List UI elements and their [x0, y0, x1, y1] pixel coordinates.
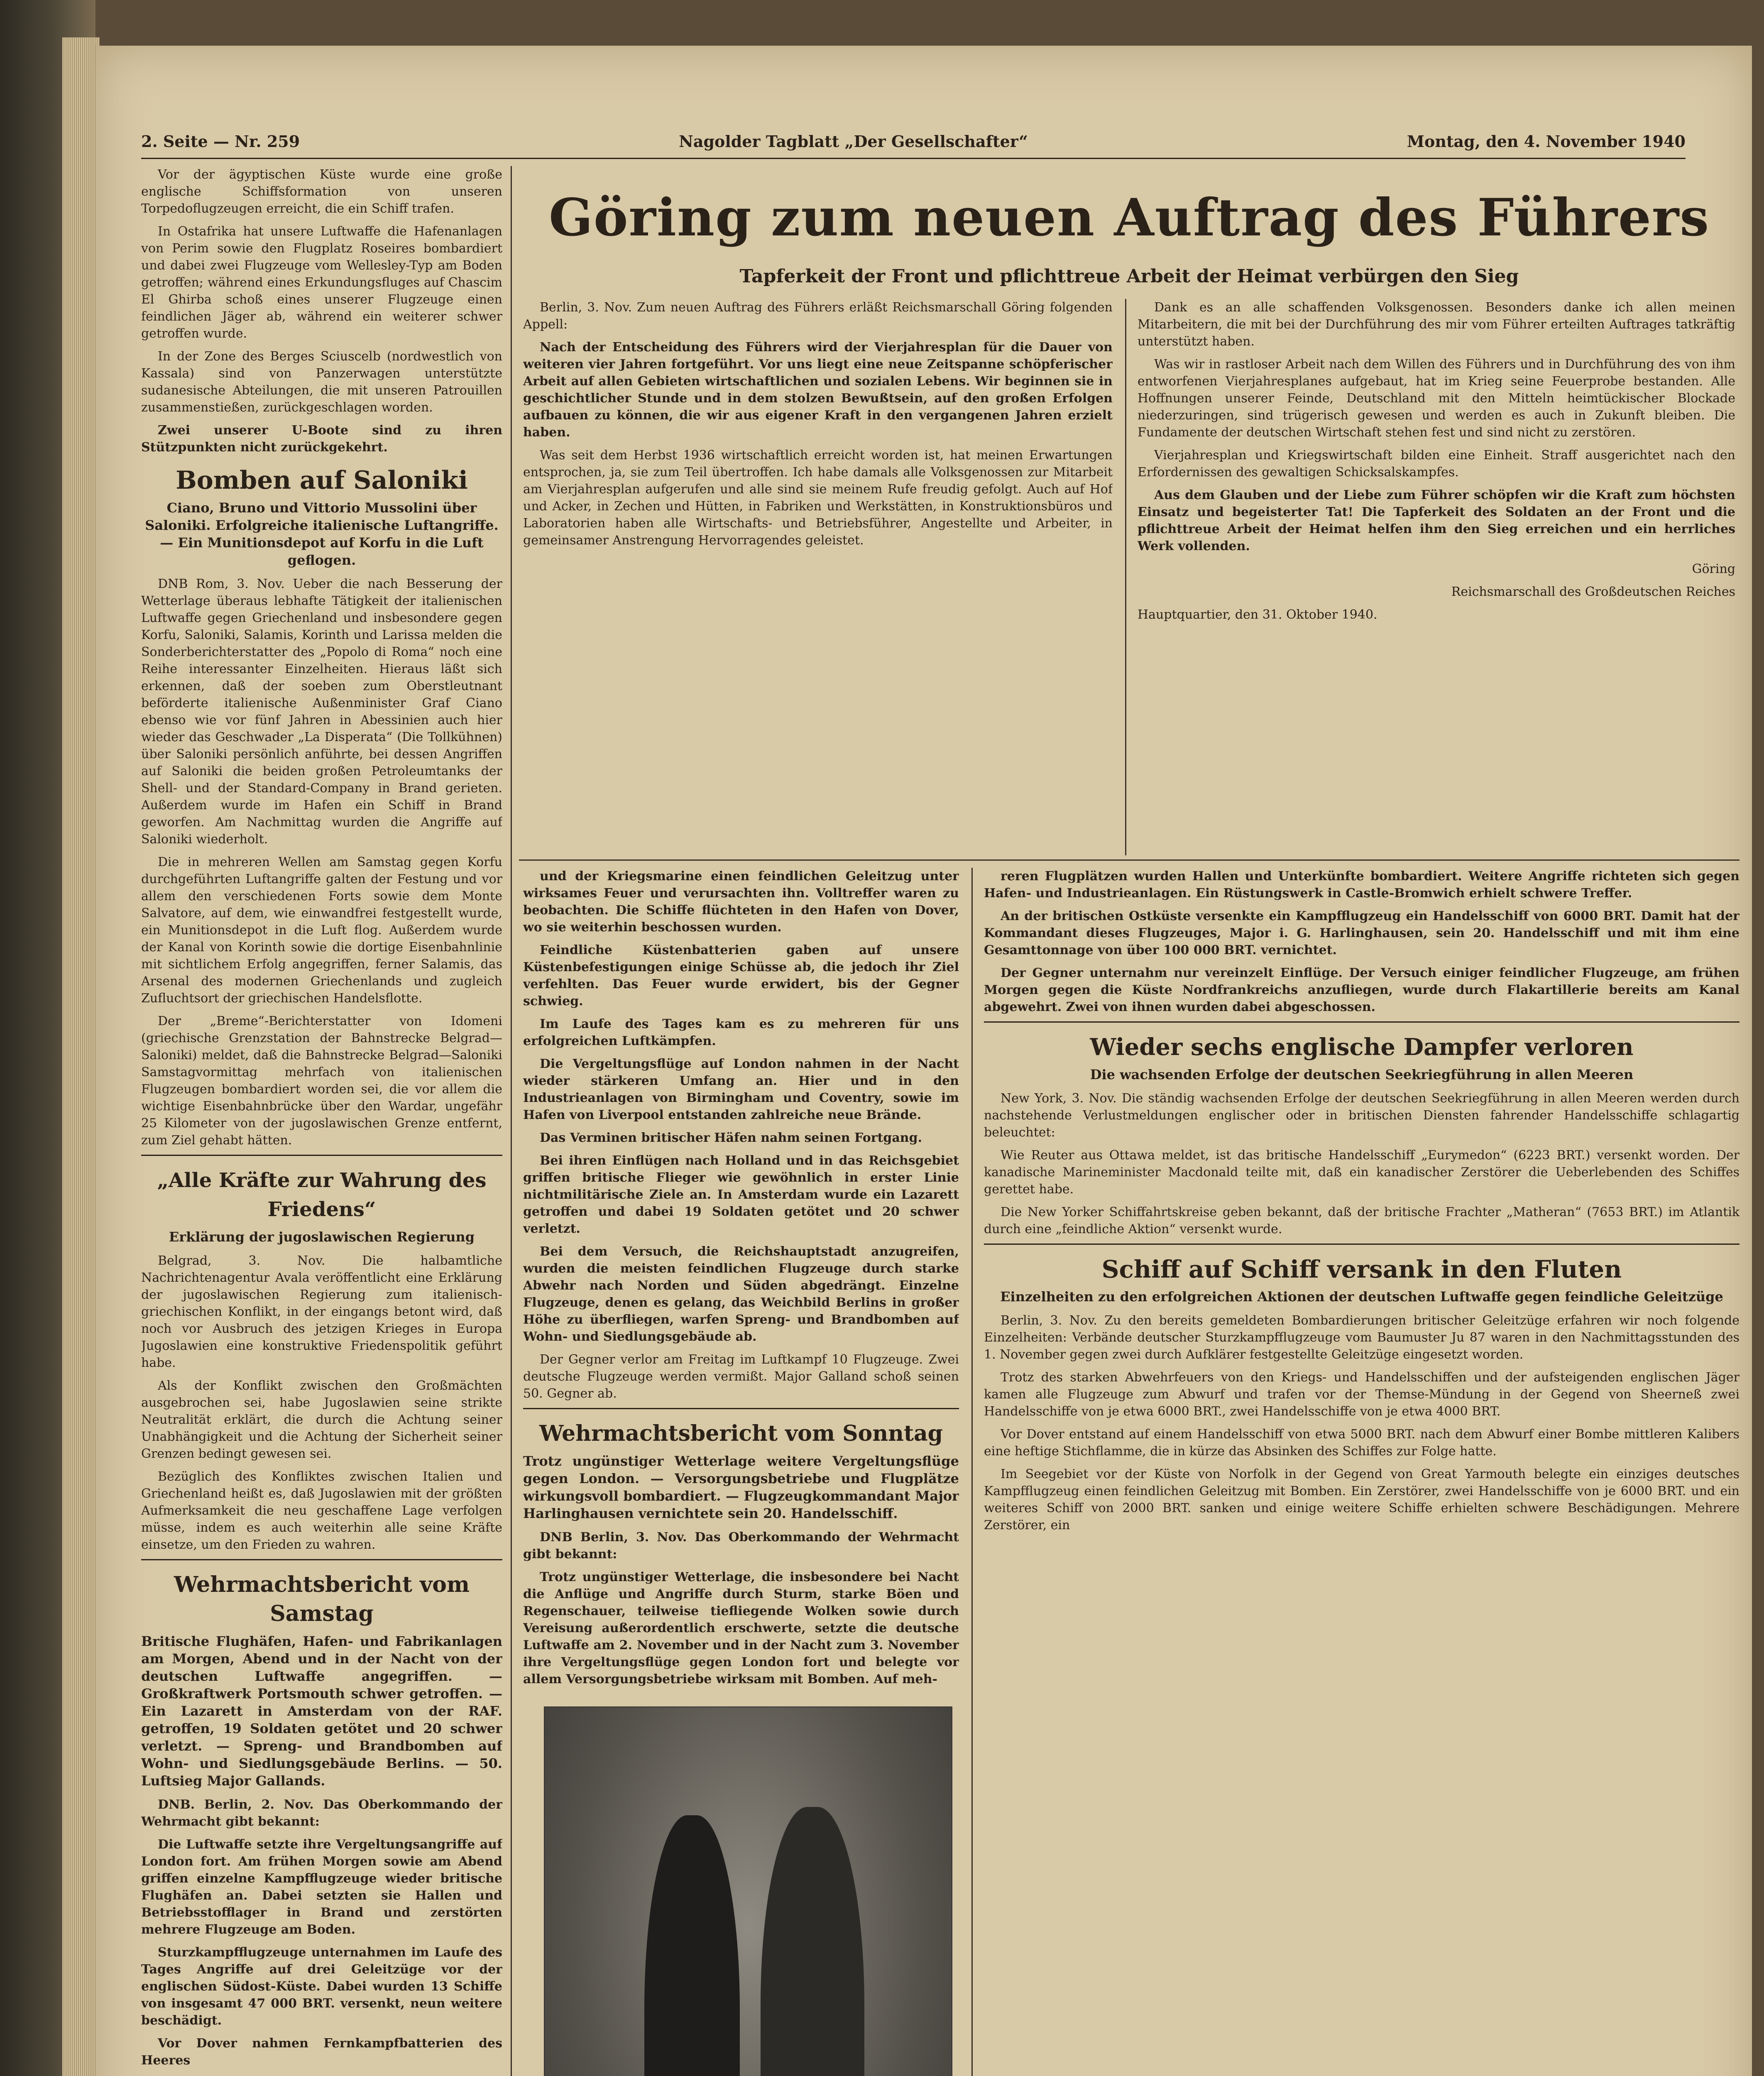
samstag-headline: Wehrmachtsbericht vom Samstag	[174, 1572, 470, 1626]
sonntag-subheadline: Trotz ungünstiger Wetterlage weitere Vergeltungsflüge gegen London. — Versorgungsbetriebe und Flugplätze wirkungsvoll bombardiert. — Flugzeugkommandant Major Harlinghausen vernichtete sein 20. Handelsschiff.	[523, 1453, 959, 1521]
saloniki-para: DNB Rom, 3. Nov. Ueber die nach Besserung der Wetterlage überaus lebhafte Tätigkeit der italienischen Luftwaffe gegen Griechenland und insbesondere gegen Korfu, Saloniki, Salamis, Korinth und Larissa melden die Sonderberichterstatter des „Popolo di Roma“ noch eine Reihe interessanter Einzelheiten. Hieraus läßt sich erkennen, daß der soeben zum Oberstleutnant beförderte italienische Außenminister Graf Ciano ebenso wie vor fünf Jahren in Abessinien auch hier wieder das Geschwader „La Disperata“ (Die Tollkühnen) über Saloniki persönlich anführte, bei dessen Angriffen auf Saloniki die beiden großen Petroleumtanks der Shell- und der Standard-Company in Brand gerieten. Außerdem wurde im Hafen ein Schiff in Brand geworfen. Am Nachmittag wurden die Angriffe auf Saloniki wiederholt.	[141, 577, 502, 847]
schiff-para: Vor Dover entstand auf einem Handelsschiff von etwa 5000 BRT. nach dem Abwurf einer Bombe mittleren Kalibers eine heftige Stichflamme, die in kürze das Absinken des Schiffes zur Folge hatte.	[984, 1427, 1740, 1459]
sonntag-para: Trotz ungünstiger Wetterlage, die insbesondere bei Nacht die Anflüge und Angriffe durch Sturm, starke Böen und Regenschauer, teilweise tiefliegende Wolken sowie durch Vereisung außerordentlich erschwerte, setzte die deutsche Luftwaffe am 2. November und in der Nacht zum 3. November ihre Vergeltungsflüge gegen London fort und belegte vor allem Versorgungsbetriebe wirksam mit Bomben. Auf meh-	[523, 1570, 959, 1687]
col1-para: In Ostafrika hat unsere Luftwaffe die Hafenanlagen von Perim sowie den Flugplatz Roseires bombardiert und dabei zwei Flugzeuge vom Wellesley-Typ am Boden getroffen; während eines Erkundungsfluges auf Chascim El Ghirba schoß eines unserer Flugzeuge einen feindlichen Jäger ab, während ein weiterer schwer getroffen wurde.	[141, 224, 502, 341]
column-3	[984, 868, 1740, 2076]
saloniki-para: Die in mehreren Wellen am Samstag gegen Korfu durchgeführten Luftangriffe galten der Festung und vor allem den verschiedenen Forts sowie dem Monte Salvatore, auf dem, wie einwandfrei festgestellt wurde, ein Munitionsdepot in die Luft flog. Außerdem wurde der Kanal von Korinth sowie die dortige Eisenbahnlinie mit sichtlichem Erfolg angegriffen, ferner Salamis, das Arsenal des modernen Griechenlands und zugleich Zufluchtsort der griechischen Handelsflotte.	[141, 855, 502, 1006]
goering-column-b	[1138, 299, 1735, 855]
col2-para: Das Verminen britischer Häfen nahm seinen Fortgang.	[540, 1131, 922, 1145]
signature-name: Göring	[1692, 562, 1735, 576]
column-rule	[1125, 299, 1126, 855]
col3-para: Der Gegner unternahm nur vereinzelt Einflüge. Der Versuch einiger feindlicher Flugzeuge, am frühen Morgen gegen die Küste Nordfrankreichs anzufliegen, wurde durch Flakartillerie bereits am Kanal abgewehrt. Zwei von ihnen wurden dabei abgeschossen.	[984, 966, 1740, 1014]
divider	[141, 1559, 502, 1560]
schiff-para: Berlin, 3. Nov. Zu den bereits gemeldeten Bombardierungen britischer Geleitzüge erfahren wir noch folgende Einzelheiten: Verbände deutscher Sturzkampfflugzeuge vom Baumuster Ju 87 waren in den Nachmittagsstunden des 1. November gegen zwei durch Aufklärer festgestellte Geleitzüge eingesetzt worden.	[984, 1313, 1740, 1362]
col2-para: Bei dem Versuch, die Reichshauptstadt anzugreifen, wurden die meisten feindlichen Flugzeuge durch starke Abwehr nach Norden und Süden abgedrängt. Einzelne Flugzeuge, denen es gelang, das Weichbild Berlins in großer Höhe zu überfliegen, warfen Spreng- und Brandbomben auf Wohn- und Siedlungsgebäude ab.	[523, 1244, 959, 1344]
samstag-para: Die Luftwaffe setzte ihre Vergeltungsangriffe auf London fort. Am frühen Morgen sowie am Abend griffen einzelne Kampfflugzeuge wieder britische Flughäfen an. Dabei setzten sie Hallen und Betriebsstofflager in Brand und zerstörten mehrere Flugzeuge am Boden.	[141, 1837, 502, 1937]
col3-para: reren Flugplätzen wurden Hallen und Unterkünfte bombardiert. Weitere Angriffe richteten sich gegen Hafen- und Industrieanlagen. Ein Rüstungswerk in Castle-Bromwich erhielt schwere Treffer.	[984, 869, 1740, 901]
signature-title: Reichsmarschall des Großdeutschen Reiches	[1451, 585, 1735, 599]
saloniki-headline: Bomben auf Saloniki	[176, 466, 468, 495]
goering-para: Nach der Entscheidung des Führers wird der Vierjahresplan für die Dauer von weiteren vier Jahren fortgeführt. Vor uns liegt eine neue Zeitspanne schöpferischer Arbeit auf allen Gebieten wirtschaftlichen und sozialen Lebens. Wir beginnen sie in geschichtlicher Stunde und in dem stolzen Bewußtsein, auf den großen Erfolgen aufbauen zu können, die wir aus eigener Kraft in den vergangenen Jahren erzielt haben.	[523, 340, 1113, 440]
column-2	[523, 868, 959, 1698]
schiff-subheadline: Einzelheiten zu den erfolgreichen Aktionen der deutschen Luftwaffe gegen feindliche Geleitzüge	[1000, 1289, 1723, 1305]
dampfer-headline: Wieder sechs englische Dampfer verloren	[1090, 1033, 1634, 1061]
sonntag-para: DNB Berlin, 3. Nov. Das Oberkommando der Wehrmacht gibt bekannt:	[523, 1530, 959, 1562]
dampfer-subheadline: Die wachsenden Erfolge der deutschen Seekriegführung in allen Meeren	[1090, 1067, 1634, 1082]
column-rule	[511, 166, 512, 2076]
samstag-para: DNB. Berlin, 2. Nov. Das Oberkommando der Wehrmacht gibt bekannt:	[141, 1797, 502, 1829]
divider	[984, 1244, 1740, 1245]
schiff-para: Im Seegebiet vor der Küste von Norfolk in der Gegend von Great Yarmouth belegte ein einziges deutsches Kampfflugzeug einen feindlichen Geleitzug mit Bomben. Ein Zerstörer, zwei Handelsschiffe von je 6000 BRT. und ein weiteres Schiff von 2000 BRT. sanken und einige weitere Schiffe erhielten schwere Beschädigungen. Mehrere Zerstörer, ein	[984, 1467, 1740, 1533]
section-rule	[519, 859, 1740, 861]
dampfer-para: Die New Yorker Schiffahrtskreise geben bekannt, daß der britische Frachter „Matheran“ (7653 BRT.) im Atlantik durch eine „feindliche Aktion“ versenkt wurde.	[984, 1205, 1740, 1236]
saloniki-subheadline: Ciano, Bruno und Vittorio Mussolini über Saloniki. Erfolgreiche italienische Luftangriffe. — Ein Munitionsdepot auf Korfu in die Luft geflogen.	[145, 500, 499, 568]
col2-para: und der Kriegsmarine einen feindlichen Geleitzug unter wirksames Feuer und verursachten ihn. Volltreffer waren zu beobachten. Die Schiffe flüchteten in den Hafen von Dover, wo sie weiterhin beschossen wurden.	[523, 869, 959, 935]
main-headline: Göring zum neuen Auftrag des Führers	[548, 188, 1710, 248]
divider	[141, 1155, 502, 1156]
press-photo	[544, 1706, 952, 2076]
sonntag-headline: Wehrmachtsbericht vom Sonntag	[539, 1421, 943, 1446]
goering-para: Berlin, 3. Nov. Zum neuen Auftrag des Führers erläßt Reichsmarschall Göring folgenden Appell:	[523, 300, 1113, 332]
header-masthead: Nagolder Tagblatt „Der Gesellschafter“	[679, 132, 1028, 151]
saloniki-para: Der „Breme“-Berichterstatter von Idomeni (griechische Grenzstation der Bahnstrecke Belgrad—Saloniki) meldet, daß die Bahnstrecke Belgrad—Saloniki Samstagvormittag mehrfach von italienischen Flugzeugen bombardiert worden sei, die vor allem die wichtige Eisenbahnbrücke über den Wardar, ungefähr 25 Kilometer von der jugoslawischen Grenze entfernt, zum Ziel gehabt hätten.	[141, 1014, 502, 1148]
friedens-para: Bezüglich des Konfliktes zwischen Italien und Griechenland heißt es, daß Jugoslawien mit der größten Aufmerksamkeit die neu geschaffene Lage verfolgen müsse, indem es auch weiterhin alle seine Kräfte einsetze, um den Frieden zu wahren.	[141, 1469, 502, 1552]
column-1	[141, 166, 502, 2076]
header-date: Montag, den 4. November 1940	[1407, 132, 1686, 151]
main-subheadline: Tapferkeit der Front und pflichttreue Arbeit der Heimat verbürgen den Sieg	[739, 266, 1519, 287]
photo-figure-left	[644, 1815, 740, 2076]
friedens-headline: „Alle Kräfte zur Wahrung des Friedens“	[157, 1169, 487, 1221]
goering-para: Was seit dem Herbst 1936 wirtschaftlich erreicht worden ist, hat meinen Erwartungen entsprochen, ja, sie zum Teil übertroffen. Ich habe damals alle Volksgenossen zur Mitarbeit am Vierjahresplan aufgerufen und alle sind sie meinem Rufe freudig gefolgt. Auch auf Hof und Acker, in Zechen und Hütten, in Fabriken und Werkstätten, in Konstruktionsbüros und Laboratorien haben alle Wirtschafts- und Betriebsführer, Angestellte und Arbeiter, in gemeinsamer Anstrengung Hervorragendes geleistet.	[523, 448, 1113, 548]
friedens-para: Als der Konflikt zwischen den Großmächten ausgebrochen sei, habe Jugoslawien seine strikte Neutralität erklärt, die durch die Achtung seiner Unabhängigkeit und die Achtung der Sicherheit seiner Grenzen bedingt gewesen sei.	[141, 1378, 502, 1461]
newspaper-page	[95, 46, 1752, 2076]
col2-para: Bei ihren Einflügen nach Holland und in das Reichsgebiet griffen britische Flieger wie gewöhnlich in erster Linie nichtmilitärische Ziele an. In Amsterdam wurde ein Lazarett getroffen und dabei 19 Soldaten getötet und 20 schwer verletzt.	[523, 1153, 959, 1236]
photo-figure-right	[761, 1807, 864, 2076]
col1-para: Zwei unserer U-Boote sind zu ihren Stützpunkten nicht zurückgekehrt.	[141, 423, 502, 455]
col2-para: Die Vergeltungsflüge auf London nahmen in der Nacht wieder stärkeren Umfang an. Hier und in den Industrieanlagen von Birmingham und Coventry, sowie im Hafen von Liverpool entstanden zahlreiche neue Brände.	[523, 1057, 959, 1122]
col2-para: Im Laufe des Tages kam es zu mehreren für uns erfolgreichen Luftkämpfen.	[523, 1017, 959, 1048]
col2-para: Feindliche Küstenbatterien gaben auf unsere Küstenbefestigungen einige Schüsse ab, die jedoch ihr Ziel verfehlten. Das Feuer wurde erwidert, bis der Gegner schwieg.	[523, 943, 959, 1009]
col1-para: Vor der ägyptischen Küste wurde eine große englische Schiffsformation von unseren Torpedoflugzeugen erreicht, die ein Schiff trafen.	[141, 167, 502, 216]
schiff-headline: Schiff auf Schiff versank in den Fluten	[1101, 1255, 1622, 1283]
friedens-para: Belgrad, 3. Nov. Die halbamtliche Nachrichtenagentur Avala veröffentlicht eine Erklärung der jugoslawischen Regierung zum italienisch-griechischen Konflikt, in der eingangs betont wird, daß noch vor Ausbruch des jetzigen Krieges in Europa Jugoslawien eine konstruktive Friedenspolitik geführt habe.	[141, 1253, 502, 1370]
column-rule	[971, 868, 973, 2076]
page-stack-edge	[62, 37, 100, 2076]
dampfer-para: Wie Reuter aus Ottawa meldet, ist das britische Handelsschiff „Eurymedon“ (6223 BRT.) versenkt worden. Der kanadische Marineminister Macdonald teilte mit, daß ein kanadischer Zerstörer die Ueberlebenden des Schiffes gerettet habe.	[984, 1148, 1740, 1197]
samstag-para: Sturzkampfflugzeuge unternahmen im Laufe des Tages Angriffe auf drei Geleitzüge vor der englischen Südost-Küste. Dabei wurden 13 Schiffe von insgesamt 47 000 BRT. versenkt, neun weitere beschädigt.	[141, 1945, 502, 2028]
signature-place: Hauptquartier, den 31. Oktober 1940.	[1138, 607, 1377, 622]
dampfer-para: New York, 3. Nov. Die ständig wachsenden Erfolge der deutschen Seekriegführung in allen Meeren werden durch nachstehende Verlustmeldungen englischer oder in britischen Diensten fahrender Handelsschiffe schlagartig beleuchtet:	[984, 1091, 1740, 1140]
goering-para: Dank es an alle schaffenden Volksgenossen. Besonders danke ich allen meinen Mitarbeitern, die mit bei der Durchführung des mir vom Führer erteilten Auftrages tatkräftig unterstützt haben.	[1138, 300, 1735, 349]
samstag-subheadline: Britische Flughäfen, Hafen- und Fabrikanlagen am Morgen, Abend und in der Nacht von der deutschen Luftwaffe angegriffen. — Großkraftwerk Portsmouth schwer getroffen. — Ein Lazarett in Amsterdam von der RAF. getroffen, 19 Soldaten getötet und 20 schwer verletzt. — Spreng- und Brandbomben auf Wohn- und Siedlungsgebäude Berlins. — 50. Luftsieg Major Gallands.	[141, 1633, 502, 1789]
col2-para: Der Gegner verlor am Freitag im Luftkampf 10 Flugzeuge. Zwei deutsche Flugzeuge werden vermißt. Major Galland schoß seinen 50. Gegner ab.	[523, 1352, 959, 1401]
friedens-subheadline: Erklärung der jugoslawischen Regierung	[169, 1229, 475, 1245]
samstag-para: Vor Dover nahmen Fernkampfbatterien des Heeres	[141, 2036, 502, 2068]
divider	[984, 1021, 1740, 1023]
col1-para: In der Zone des Berges Sciuscelb (nordwestlich von Kassala) sind von Panzerwagen unterstützte sudanesische Abteilungen, die mit unseren Patrouillen zusammenstießen, zurückgeschlagen worden.	[141, 349, 502, 415]
page-header	[141, 129, 1686, 159]
schiff-para: Trotz des starken Abwehrfeuers von den Kriegs- und Handelsschiffen und der aufsteigenden englischen Jäger kamen alle Flugzeuge zum Abwurf und trafen vor der Themse-Mündung in der Gegend von Sheerneß zwei Handelsschiffe von je etwa 6000 BRT., zwei Handelsschiffe von je etwa 4000 BRT.	[984, 1370, 1740, 1419]
header-page-number: 2. Seite — Nr. 259	[141, 132, 300, 151]
goering-para: Was wir in rastloser Arbeit nach dem Willen des Führers und in Durchführung des von ihm entworfenen Vierjahresplanes aufgebaut, hat im Krieg seine Feuerprobe bestanden. Alle Hoffnungen unserer Feinde, Deutschland mit den Mitteln heimtückischer Blockade niederzuringen, sind trügerisch gewesen und werden es auch in Zukunft bleiben. Die Fundamente der deutschen Wirtschaft stehen fest und sind nicht zu zerstören.	[1138, 357, 1735, 440]
divider	[523, 1408, 959, 1409]
goering-para: Aus dem Glauben und der Liebe zum Führer schöpfen wir die Kraft zum höchsten Einsatz und begeisterter Tat! Die Tapferkeit des Soldaten an der Front und die pflichttreue Arbeit der Heimat helfen ihm den Sieg erreichen und ein herrliches Werk vollenden.	[1138, 488, 1735, 553]
goering-para: Vierjahresplan und Kriegswirtschaft bilden eine Einheit. Straff ausgerichtet nach den Erfordernissen des gewaltigen Schicksalskampfes.	[1138, 448, 1735, 480]
col3-para: An der britischen Ostküste versenkte ein Kampfflugzeug ein Handelsschiff von 6000 BRT. Damit hat der Kommandant dieses Flugzeuges, Major i. G. Harlinghausen, sein 20. Handelsschiff und mit ihm eine Gesamttonnage von über 100 000 BRT. vernichtet.	[984, 909, 1740, 957]
goering-column-a	[523, 299, 1113, 855]
